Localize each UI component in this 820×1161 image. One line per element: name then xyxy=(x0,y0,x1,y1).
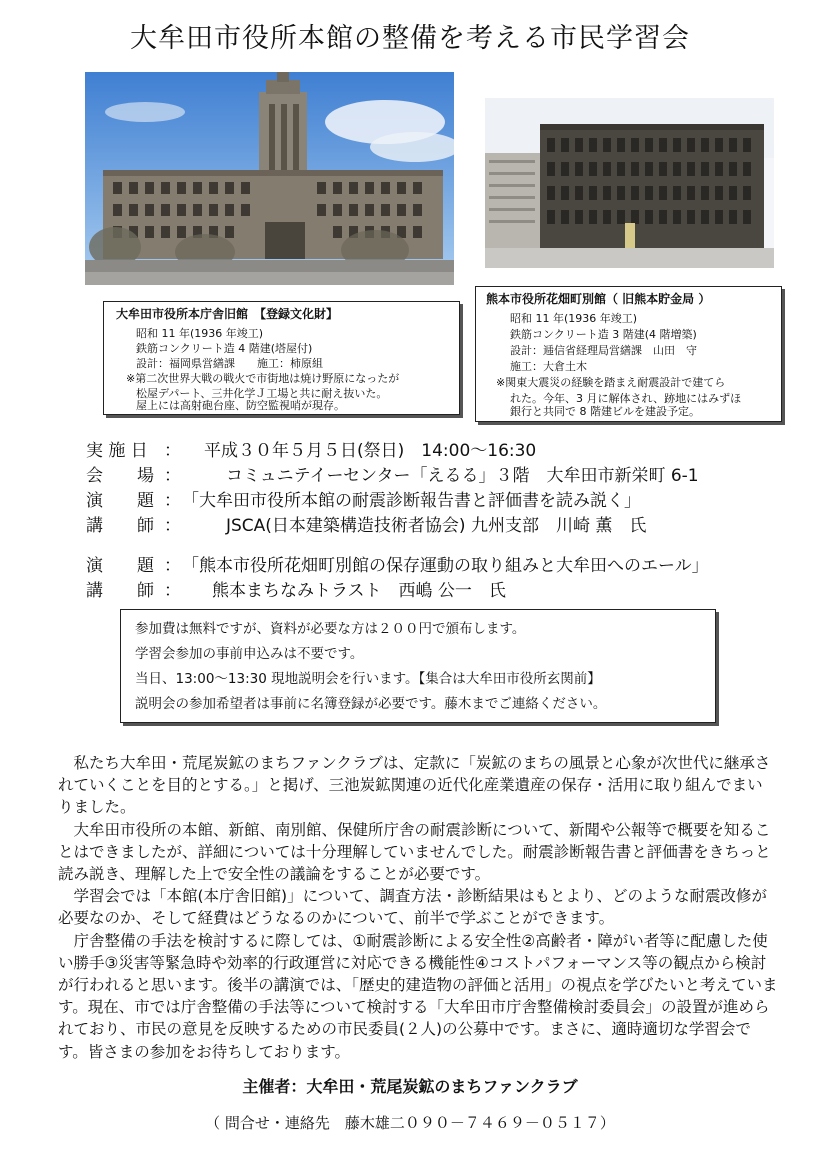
caption-line: 設計：逓信省経理局営繕課 山田 守 xyxy=(510,344,697,357)
notice-line: 説明会の参加希望者は事前に名簿登録が必要です。藤木までご連絡ください。 xyxy=(135,696,607,712)
speaker2-row: 講 師 ： 熊本まちなみトラスト 西嶋 公一 氏 xyxy=(86,576,506,601)
topic2-value: 「熊本市役所花畑町別館の保存運動の取り組みと大牟田へのエール」 xyxy=(182,556,709,576)
speaker1-row: 講 師 ： JSCA(日本建築構造技術者協会) 九州支部 川崎 薫 氏 xyxy=(86,511,646,536)
speaker2-value: 熊本まちなみトラスト 西嶋 公一 氏 xyxy=(212,581,506,601)
caption-line: れた。今年、3 月に解体され、跡地にはみずほ xyxy=(510,392,742,405)
caption-line: 鉄筋コンクリート造 3 階建(4 階増築) xyxy=(510,328,697,341)
kumamoto-annex-caption xyxy=(475,286,782,422)
topic1-label: 演 題 xyxy=(86,491,154,511)
date-label: 実 施 日 xyxy=(86,441,148,461)
caption-line: 屋上には高射砲台座、防空監視哨が現存。 xyxy=(136,399,345,412)
caption-line: ※関東大震災の経験を踏まえ耐震設計で建てら xyxy=(496,376,726,389)
speaker1-value: JSCA(日本建築構造技術者協会) 九州支部 川崎 薫 氏 xyxy=(226,516,647,536)
caption-line: 松屋デパート、三井化学Ｊ工場と共に耐え抜いた。 xyxy=(136,387,388,400)
body-text xyxy=(58,752,778,1063)
caption-title: 熊本市役所花畑町別館（ 旧熊本貯金局 ） xyxy=(486,292,711,306)
kumamoto-annex-photo xyxy=(485,98,774,268)
omuta-city-hall-photo xyxy=(85,72,454,285)
caption-line: 昭和 11 年(1936 年竣工) xyxy=(510,312,638,325)
topic2-row: 演 題 ： 「熊本市役所花畑町別館の保存運動の取り組みと大牟田へのエール」 xyxy=(86,551,709,576)
topic1-row: 演 題 ： 「大牟田市役所本館の耐震診断報告書と評価書を読み説く」 xyxy=(86,486,641,511)
paragraph: 学習会では「本館(本庁舎旧館)」について、調査方法・診断結果はもとより、どのような耐震改修が必要なのか、そして経費はどうなるのかについて、前半で学ぶことができます。 xyxy=(58,887,767,928)
notice-line: 当日、13:00～13:30 現地説明会を行います。【集合は大牟田市役所玄関前】 xyxy=(135,671,601,687)
notice-box xyxy=(120,609,716,723)
organizer: 主催者：大牟田・荒尾炭鉱のまちファンクラブ xyxy=(242,1077,578,1096)
venue-label: 会 場 xyxy=(86,466,154,486)
paragraph: 庁舎整備の手法を検討するに際しては、①耐震診断による安全性②高齢者・障がい者等に配慮した使い勝手③災害等緊急時や効率的行政運営に対応できる機能性④コストパフォーマンス等の観点から検討が行われると思います。後半の講演では、「歴史的建造物の評価と活用」の視点を学びたいと考えています。現在、市では庁舎整備の手法等について検討する「大牟田市庁舎整備検討委員会」の設置が進められており、市民の意見を反映するための市民委員(２人)の公募中です。まさに、適時適切な学習会です。皆さまの参加をお待ちしております。 xyxy=(58,931,778,1061)
caption-line: 銀行と共同で 8 階建ビルを建設予定。 xyxy=(510,405,700,418)
page-title: 大牟田市役所本館の整備を考える市民学習会 xyxy=(130,23,690,54)
speaker2-label: 講 師 xyxy=(86,581,154,601)
caption-line: 施工：大倉土木 xyxy=(510,360,587,373)
caption-line: 鉄筋コンクリート造 4 階建(塔屋付) xyxy=(136,342,313,355)
notice-line: 参加費は無料ですが、資料が必要な方は２００円で頒布します。 xyxy=(135,621,526,637)
speaker1-label: 講 師 xyxy=(86,516,154,536)
omuta-hall-caption xyxy=(103,301,460,415)
venue-value: コミュニテイーセンター「えるる」３階 大牟田市新栄町 6-1 xyxy=(226,466,699,486)
caption-line: 設計：福岡県営繕課 施工：柿原組 xyxy=(136,357,323,370)
paragraph: 私たち大牟田・荒尾炭鉱のまちファンクラブは、定款に「炭鉱のまちの風景と心象が次世代に継承されていくことを目的とする。」と掲げ、三池炭鉱関連の近代化産業遺産の保存・活用に取り組んでまいりました。 xyxy=(58,754,771,817)
date-row: 実 施 日 ： 平成３０年５月５日(祭日) 14:00～16:30 xyxy=(86,436,536,461)
venue-row: 会 場 ： コミュニテイーセンター「えるる」３階 大牟田市新栄町 6-1 xyxy=(86,461,699,486)
contact-info: （ 問合せ・連絡先 藤木雄二０９０－７４６９－０５１７） xyxy=(205,1114,615,1132)
paragraph: 大牟田市役所の本館、新館、南別館、保健所庁舎の耐震診断について、新聞や公報等で概要を知ることはできましたが、詳細については十分理解していませんでした。耐震診断報告書と評価書をきちっと読み説き、理解した上で安全性の議論をすることが必要です。 xyxy=(58,820,771,884)
topic1-value: 「大牟田市役所本館の耐震診断報告書と評価書を読み説く」 xyxy=(182,491,641,511)
date-value: 平成３０年５月５日(祭日) 14:00～16:30 xyxy=(204,441,537,461)
caption-line: 昭和 11 年(1936 年竣工) xyxy=(136,327,264,340)
notice-line: 学習会参加の事前申込みは不要です。 xyxy=(135,646,364,662)
caption-line: ※第二次世界大戦の戦火で市街地は焼け野原になったが xyxy=(126,372,400,385)
topic2-label: 演 題 xyxy=(86,556,154,576)
caption-title: 大牟田市役所本庁舎旧館 【登録文化財】 xyxy=(116,307,339,321)
